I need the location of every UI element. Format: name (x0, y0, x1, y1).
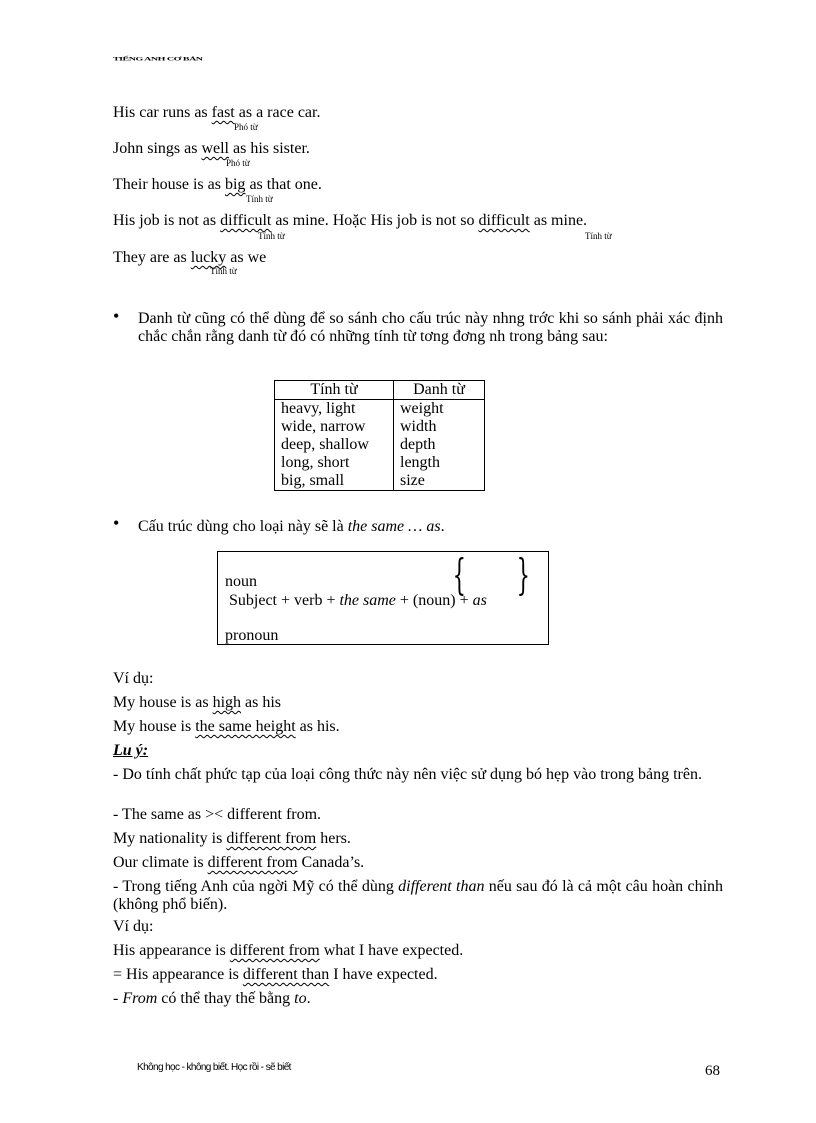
example-sentence: My house is the same height as his. (113, 718, 340, 735)
pos-label: Phó từ (234, 122, 258, 132)
example-sentence: His job is not as difficult as mine. Hoặc His job is not so difficult as mine. (113, 212, 588, 229)
example-sentence: My house is as high as his (113, 694, 282, 711)
example-sentence: Their house is as big as that one. (113, 176, 322, 193)
table-row: heavy, light weight (275, 400, 485, 419)
example-sentence: = His appearance is different than I have expected. (113, 966, 438, 983)
table-header-row (275, 381, 485, 400)
underlined-word: difficult (478, 212, 530, 229)
underlined-word: well (201, 140, 229, 157)
right-brace-icon: } (516, 550, 531, 599)
bullet-icon: • (113, 306, 120, 326)
note-line: - Do tính chất phức tạp của loại công thức này nên việc sử dụng bó hẹp vào trong bảng trên. (113, 766, 702, 783)
example-heading: Ví dụ: (113, 918, 154, 935)
example-sentence: John sings as well as his sister. (113, 140, 310, 157)
pos-label: Tính từ (246, 194, 273, 204)
left-brace-icon: { (452, 550, 467, 599)
formula-pronoun: pronoun (225, 627, 279, 644)
bullet-line: Cấu trúc dùng cho loại này sẽ là the same … as. (138, 518, 445, 535)
page-header: TIẾNG ANH CƠ BẢN (113, 56, 203, 63)
example-sentence: My nationality is different from hers. (113, 830, 351, 847)
pos-label: Tính từ (585, 231, 612, 241)
underlined-word: fast (211, 104, 235, 121)
example-sentence: They are as lucky as we (113, 249, 267, 266)
comparison-table (274, 380, 485, 491)
underlined-word: big (224, 176, 246, 193)
underlined-word: difficult (220, 212, 272, 229)
formula-noun: noun (225, 573, 257, 590)
example-sentence: His car runs as fast as a race car. (113, 104, 321, 121)
note-heading: Lu ý: (113, 742, 149, 759)
example-sentence: Our climate is different from Canada’s. (113, 854, 365, 871)
column-header: Tính từ (275, 381, 394, 400)
bullet-paragraph: Danh từ cũng có thể dùng để so sánh cho cấu trúc này nhng trớc khi so sánh phải xác định chắc chắn rằng danh từ đó có những tính từ tơng đơng nh trong bảng sau: (138, 310, 723, 345)
page-number: 68 (705, 1063, 720, 1079)
table-row: long, short length (275, 454, 485, 472)
example-sentence: His appearance is different from what I have expected. (113, 942, 464, 959)
example-heading: Ví dụ: (113, 670, 154, 687)
table-row: wide, narrow width (275, 418, 485, 436)
underlined-word: lucky (190, 249, 227, 266)
table-row: deep, shallow depth (275, 436, 485, 454)
footer-text: Không học - không biết. Học rồi - sẽ biết (137, 1062, 291, 1073)
formula-main: Subject + verb + the same + (noun) + as (229, 592, 487, 609)
column-header: Danh từ (394, 381, 485, 400)
pos-label: Tính từ (258, 231, 285, 241)
note-line: - From có thể thay thế bằng to. (113, 990, 311, 1007)
pos-label: Phó từ (226, 158, 250, 168)
note-line: - Trong tiếng Anh của ngời Mỹ có thể dùng different than nếu sau đó là cả một câu hoàn chỉnh (không phổ biến). (113, 878, 724, 913)
table-row: big, small size (275, 472, 485, 491)
pos-label: Tính từ (210, 266, 237, 276)
note-line: - The same as >< different from. (113, 806, 322, 823)
bullet-icon: • (113, 513, 120, 533)
